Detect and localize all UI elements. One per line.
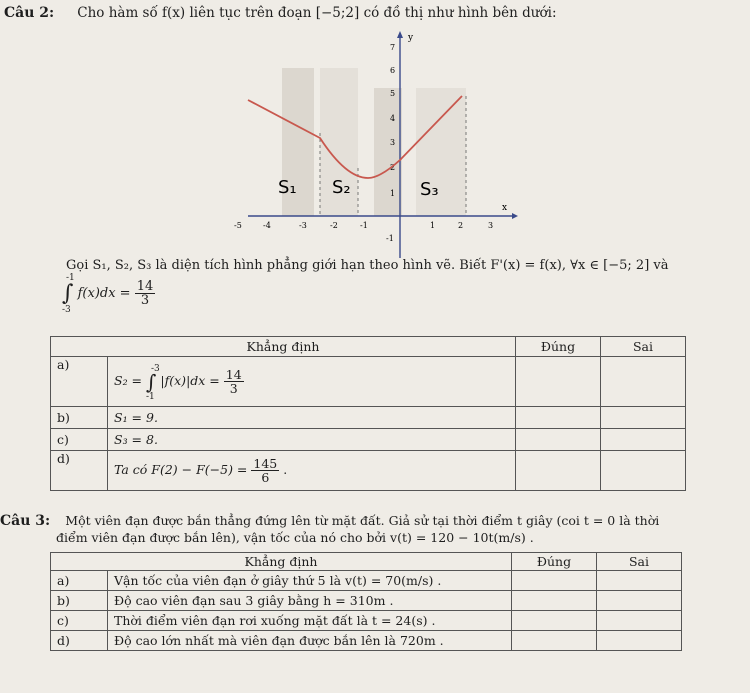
integral-symbol: ∫ bbox=[146, 369, 157, 394]
y-tick-label: 1 bbox=[390, 189, 396, 198]
answer-false-cell[interactable] bbox=[601, 451, 686, 491]
question-3-label: Câu 3: bbox=[0, 513, 51, 529]
x-tick-label: 3 bbox=[488, 221, 494, 230]
header-statement: Khẳng định bbox=[51, 337, 516, 357]
y-tick-label: 7 bbox=[390, 43, 396, 52]
row-statement: S₃ = 8. bbox=[108, 429, 516, 451]
table-row-d bbox=[51, 631, 682, 651]
header-true: Đúng bbox=[516, 337, 601, 357]
row-statement: Thời điểm viên đạn rơi xuống mặt đất là t = 24(s) . bbox=[108, 611, 512, 631]
answer-false-cell[interactable] bbox=[601, 357, 686, 407]
fraction-denominator: 6 bbox=[261, 470, 270, 485]
header-false: Sai bbox=[597, 553, 682, 571]
y-tick-label: 4 bbox=[390, 114, 396, 123]
answer-true-cell[interactable] bbox=[516, 407, 601, 429]
y-tick-label: 5 bbox=[390, 89, 396, 98]
x-tick-label: -1 bbox=[360, 221, 368, 230]
answer-true-cell[interactable] bbox=[512, 591, 597, 611]
answer-false-cell[interactable] bbox=[601, 429, 686, 451]
statement-fraction bbox=[224, 368, 244, 395]
x-tick-label: 1 bbox=[430, 221, 436, 230]
row-label: d) bbox=[51, 631, 108, 651]
row-label: a) bbox=[51, 357, 108, 407]
answer-false-cell[interactable] bbox=[597, 631, 682, 651]
statement-prefix: Ta có F(2) − F(−5) = bbox=[114, 462, 248, 477]
row-label: c) bbox=[51, 429, 108, 451]
integral-result-fraction bbox=[135, 280, 156, 307]
shade-strip-s3-a bbox=[374, 88, 402, 216]
question-2-table bbox=[50, 336, 686, 491]
y-tick-label: 6 bbox=[390, 66, 396, 75]
table-row-c bbox=[51, 429, 686, 451]
table-header-row bbox=[51, 553, 682, 571]
header-false: Sai bbox=[601, 337, 686, 357]
question-2-header bbox=[4, 2, 557, 21]
statement-suffix: . bbox=[283, 462, 288, 477]
row-statement: Độ cao lớn nhất mà viên đạn được bắn lên là 720m . bbox=[108, 631, 512, 651]
integral-sign bbox=[62, 273, 75, 315]
y-tick-label: 2 bbox=[390, 163, 396, 172]
region-label-s1: S₁ bbox=[278, 177, 297, 198]
integral-body: |f(x)|dx = bbox=[160, 373, 220, 388]
question-3-intro: Một viên đạn được bắn thẳng đứng lên từ mặt đất. Giả sử tại thời điểm t giây (coi t = 0 là thời bbox=[65, 513, 660, 528]
question-3-table bbox=[50, 552, 682, 651]
integral-sign bbox=[146, 363, 160, 402]
question-3-intro-line-2: điểm viên đạn được bắn lên), vận tốc của nó cho bởi v(t) = 120 − 10t(m/s) . bbox=[56, 530, 534, 545]
question-2-label: Câu 2: bbox=[4, 5, 55, 21]
x-axis-label: x bbox=[502, 203, 508, 213]
fraction-numerator: 14 bbox=[225, 367, 242, 382]
table-row-b bbox=[51, 591, 682, 611]
table-header-row bbox=[51, 337, 686, 357]
region-label-s2: S₂ bbox=[332, 177, 351, 198]
statement-fraction bbox=[251, 457, 279, 484]
question-3-header bbox=[0, 510, 659, 529]
row-label: a) bbox=[51, 571, 108, 591]
answer-false-cell[interactable] bbox=[597, 571, 682, 591]
y-tick-label: -1 bbox=[386, 234, 394, 243]
integral-lower-bound: -1 bbox=[146, 391, 155, 402]
table-row-a bbox=[51, 357, 686, 407]
integral-symbol: ∫ bbox=[62, 281, 74, 306]
answer-true-cell[interactable] bbox=[512, 631, 597, 651]
integral-upper-bound: -3 bbox=[151, 363, 160, 374]
header-true: Đúng bbox=[512, 553, 597, 571]
header-statement: Khẳng định bbox=[51, 553, 512, 571]
y-axis-arrow bbox=[397, 31, 403, 38]
answer-true-cell[interactable] bbox=[516, 451, 601, 491]
x-tick-label: -3 bbox=[299, 221, 307, 230]
y-tick-label: 3 bbox=[390, 138, 396, 147]
integral-body: f(x)dx = bbox=[77, 286, 131, 301]
row-statement: Vận tốc của viên đạn ở giây thứ 5 là v(t) = 70(m/s) . bbox=[108, 571, 512, 591]
statement-prefix: S₂ = bbox=[114, 373, 143, 388]
x-tick-label: -4 bbox=[263, 221, 271, 230]
table-row-d bbox=[51, 451, 686, 491]
row-statement bbox=[108, 357, 516, 407]
y-axis-label: y bbox=[408, 33, 414, 43]
integral-lower-bound: -3 bbox=[62, 305, 71, 315]
table-row-a bbox=[51, 571, 682, 591]
fraction-denominator: 3 bbox=[229, 381, 238, 396]
function-graph bbox=[234, 28, 520, 258]
x-axis-arrow bbox=[512, 213, 518, 219]
row-label: b) bbox=[51, 407, 108, 429]
given-integral bbox=[62, 273, 155, 315]
fraction-numerator: 14 bbox=[136, 279, 154, 294]
row-statement: Độ cao viên đạn sau 3 giây bằng h = 310m . bbox=[108, 591, 512, 611]
integral-upper-bound: -1 bbox=[66, 273, 75, 283]
answer-true-cell[interactable] bbox=[512, 571, 597, 591]
answer-false-cell[interactable] bbox=[597, 611, 682, 631]
x-tick-label: 2 bbox=[458, 221, 464, 230]
row-label: c) bbox=[51, 611, 108, 631]
row-statement bbox=[108, 451, 516, 491]
table-row-b bbox=[51, 407, 686, 429]
answer-true-cell[interactable] bbox=[516, 429, 601, 451]
fraction-numerator: 145 bbox=[253, 456, 278, 471]
answer-false-cell[interactable] bbox=[597, 591, 682, 611]
fraction-denominator: 3 bbox=[140, 293, 150, 308]
region-label-s3: S₃ bbox=[420, 179, 439, 200]
row-label: d) bbox=[51, 451, 108, 491]
row-label: b) bbox=[51, 591, 108, 611]
answer-true-cell[interactable] bbox=[516, 357, 601, 407]
x-tick-label: -2 bbox=[330, 221, 338, 230]
answer-false-cell[interactable] bbox=[601, 407, 686, 429]
x-tick-label: -5 bbox=[234, 221, 242, 230]
question-2-description: Gọi S₁, S₂, S₃ là diện tích hình phẳng giới hạn theo hình vẽ. Biết F'(x) = f(x), ∀x ∈ [−5; 2] và bbox=[66, 258, 669, 273]
answer-true-cell[interactable] bbox=[512, 611, 597, 631]
row-statement: S₁ = 9. bbox=[108, 407, 516, 429]
table-row-c bbox=[51, 611, 682, 631]
question-2-intro: Cho hàm số f(x) liên tục trên đoạn [−5;2] có đồ thị như hình bên dưới: bbox=[77, 5, 557, 21]
